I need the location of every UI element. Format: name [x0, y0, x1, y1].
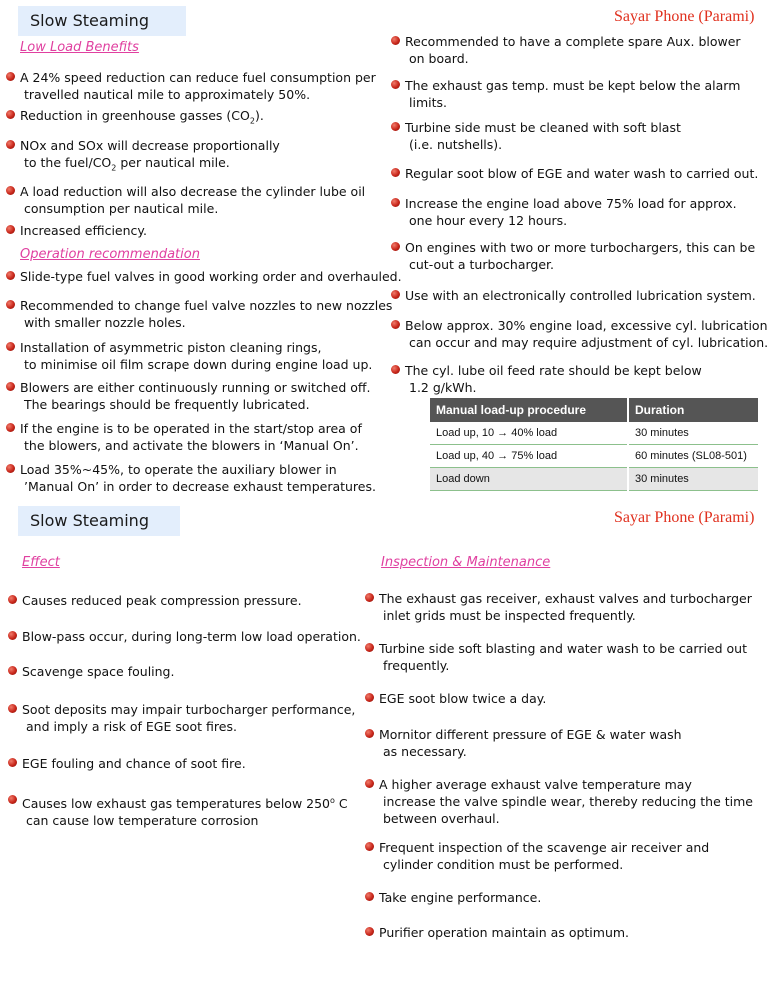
operation-recommendation-heading: Operation recommendation — [20, 247, 200, 262]
bullet-icon — [391, 365, 400, 374]
bullet-icon — [6, 382, 15, 391]
list-item — [20, 222, 147, 239]
bullet-icon — [391, 198, 400, 207]
list-item-line: one hour every 12 hours. — [409, 213, 568, 228]
bullet-icon — [365, 643, 374, 652]
list-item-line: NOx and SOx will decrease proportionally — [20, 138, 280, 153]
list-item — [405, 317, 768, 351]
bullet-icon — [6, 300, 15, 309]
table-row — [430, 468, 759, 491]
list-item-line: Scavenge space fouling. — [22, 664, 175, 679]
list-item-line: Increased efficiency. — [20, 223, 148, 238]
bullet-icon — [6, 271, 15, 280]
list-item-line: If the engine is to be operated in the start/stop area of — [20, 421, 362, 436]
bottom-title-text: Slow Steaming — [30, 511, 149, 530]
list-item-line: Blowers are either continuously running or switched off. — [20, 380, 371, 395]
bullet-icon — [391, 80, 400, 89]
list-item-line: 1.2 g/kWh. — [409, 380, 477, 395]
list-item-line: Increase the engine load above 75% load for approx. — [405, 196, 737, 211]
list-item-line: as necessary. — [383, 744, 467, 759]
table-cell: 30 minutes — [628, 468, 759, 491]
bullet-icon — [6, 342, 15, 351]
bullet-icon — [8, 595, 17, 604]
table-cell: Load up, 40 → 75% load — [430, 445, 628, 468]
list-item-line: A higher average exhaust valve temperature may — [379, 777, 692, 792]
bullet-icon — [8, 704, 17, 713]
list-item — [405, 119, 681, 153]
list-item-line: on board. — [409, 51, 469, 66]
list-item-line: Regular soot blow of EGE and water wash to carried out. — [405, 166, 759, 181]
list-item — [20, 339, 372, 373]
list-item-line: can cause low temperature corrosion — [26, 813, 259, 829]
bullet-icon — [6, 464, 15, 473]
list-item — [379, 726, 682, 760]
list-item-line: the blowers, and activate the blowers in ‘Manual On’. — [24, 438, 359, 453]
list-item — [405, 239, 755, 273]
list-item-line: On engines with two or more turbochargers, this can be — [405, 240, 756, 255]
table-header-duration: Duration — [628, 398, 759, 422]
top-author: Sayar Phone (Parami) — [614, 8, 755, 25]
bullet-icon — [6, 72, 15, 81]
bullet-icon — [365, 892, 374, 901]
list-item-line: travelled nautical mile to approximately 50%. — [24, 87, 311, 102]
list-item-line: Mornitor different pressure of EGE & water wash — [379, 727, 682, 742]
list-item-line: Recommended to have a complete spare Aux. blower — [405, 34, 741, 49]
list-item-line: cut-out a turbocharger. — [409, 257, 555, 272]
bullet-icon — [391, 242, 400, 251]
list-item — [22, 701, 355, 735]
effect-heading: Effect — [22, 555, 60, 570]
bullet-icon — [365, 779, 374, 788]
bullet-icon — [365, 593, 374, 602]
bullet-icon — [8, 631, 17, 640]
list-item-line: Reduction in greenhouse gasses $(CO_2)$. — [20, 108, 264, 126]
list-item — [22, 592, 302, 609]
inspection-maintenance-heading: Inspection & Maintenance — [381, 555, 551, 570]
table-header-procedure: Manual load-up procedure — [430, 398, 628, 422]
bullet-icon — [391, 290, 400, 299]
list-item — [20, 107, 264, 130]
list-item-line: Recommended to change fuel valve nozzles to new nozzles — [20, 298, 393, 313]
list-item — [20, 137, 280, 177]
list-item-line: The exhaust gas receiver, exhaust valves and turbocharger — [379, 591, 752, 606]
bullet-icon — [8, 666, 17, 675]
list-item — [379, 640, 747, 674]
list-item — [379, 590, 752, 624]
list-item — [379, 924, 629, 941]
list-item — [20, 297, 392, 331]
bullet-icon — [8, 795, 17, 804]
bullet-icon — [365, 927, 374, 936]
list-item-line: Frequent inspection of the scavenge air receiver and — [379, 840, 710, 855]
bullet-icon — [6, 110, 15, 119]
bottom-slide-title — [18, 506, 180, 536]
table-row — [430, 445, 759, 468]
list-item-line: cylinder condition must be performed. — [383, 857, 624, 872]
list-item-line: to the fuel/$CO_2$ per nautical mile. — [24, 155, 230, 173]
table-header-row — [430, 398, 759, 422]
bullet-icon — [391, 168, 400, 177]
list-item-line: Below approx. 30% engine load, excessive cyl. lubrication — [405, 318, 768, 333]
list-item-line: consumption per nautical mile. — [24, 201, 219, 216]
bullet-icon — [391, 320, 400, 329]
bullet-icon — [365, 729, 374, 738]
list-item-line: EGE soot blow twice a day. — [379, 691, 547, 706]
table-cell: Load down — [430, 468, 628, 491]
bullet-icon — [365, 842, 374, 851]
list-item — [405, 77, 740, 111]
list-item — [20, 69, 376, 103]
list-item-line: Load 35%~45%, to operate the auxiliary blower in — [20, 462, 337, 477]
list-item — [20, 183, 365, 217]
bottom-author: Sayar Phone (Parami) — [614, 509, 755, 526]
table-cell: Load up, 10 → 40% load — [430, 422, 628, 445]
list-item-line: increase the valve spindle wear, thereby reducing the time — [383, 794, 754, 809]
list-item — [379, 839, 709, 873]
list-item — [22, 663, 174, 680]
list-item-line: The cyl. lube oil feed rate should be kept below — [405, 363, 702, 378]
list-item — [379, 889, 541, 906]
table-cell: 30 minutes — [628, 422, 759, 445]
bullet-icon — [6, 140, 15, 149]
list-item — [20, 461, 376, 495]
manual-load-up-table — [430, 398, 760, 491]
list-item — [20, 420, 362, 454]
list-item-line: A 24% speed reduction can reduce fuel consumption per — [20, 70, 376, 85]
list-item-line: (i.e. nutshells). — [409, 137, 503, 152]
bullet-icon — [365, 693, 374, 702]
list-item — [20, 268, 402, 285]
list-item-line: ’Manual On’ in order to decrease exhaust temperatures. — [24, 479, 376, 494]
list-item-line: The bearings should be frequently lubricated. — [24, 397, 310, 412]
list-item-line: Take engine performance. — [379, 890, 542, 905]
list-item-line: Installation of asymmetric piston cleaning rings, — [20, 340, 322, 355]
list-item — [22, 628, 361, 645]
low-load-benefits-heading: Low Load Benefits — [20, 40, 139, 55]
top-title-text: Slow Steaming — [30, 11, 149, 30]
list-item — [22, 792, 348, 829]
bullet-icon — [6, 225, 15, 234]
list-item-line: between overhaul. — [383, 811, 500, 826]
list-item — [405, 287, 756, 304]
list-item-line: Turbine side must be cleaned with soft blast — [405, 120, 681, 135]
list-item-line: Purifier operation maintain as optimum. — [379, 925, 630, 940]
table-cell: 60 minutes (SL08-501) — [628, 445, 759, 468]
list-item-line: Causes reduced peak compression pressure. — [22, 593, 302, 608]
list-item-line: A load reduction will also decrease the cylinder lube oil — [20, 184, 366, 199]
list-item — [405, 195, 737, 229]
table-row — [430, 422, 759, 445]
list-item — [405, 362, 702, 396]
list-item — [379, 690, 546, 707]
list-item-line: frequently. — [383, 658, 450, 673]
list-item-line: Use with an electronically controlled lubrication system. — [405, 288, 756, 303]
list-item-line: The exhaust gas temp. must be kept below the alarm — [405, 78, 741, 93]
list-item-line: and imply a risk of EGE soot fires. — [26, 719, 237, 734]
list-item-line: Turbine side soft blasting and water wash to be carried out — [379, 641, 747, 656]
list-item — [405, 165, 758, 182]
list-item-line: to minimise oil film scrape down during engine load up. — [24, 357, 373, 372]
bullet-icon — [6, 423, 15, 432]
list-item — [405, 33, 741, 67]
list-item — [22, 755, 246, 772]
bullet-icon — [6, 186, 15, 195]
list-item-line: can occur and may require adjustment of cyl. lubrication. — [409, 335, 768, 350]
bullet-icon — [391, 122, 400, 131]
bullet-icon — [8, 758, 17, 767]
list-item-line: limits. — [409, 95, 447, 110]
top-slide-title — [18, 6, 186, 36]
list-item-line: Soot deposits may impair turbocharger performance, — [22, 702, 356, 717]
list-item-line: Causes low exhaust gas temperatures below 250$^o$ C — [22, 796, 348, 812]
list-item-line: Slide-type fuel valves in good working order and overhauled. — [20, 269, 402, 284]
list-item — [379, 776, 753, 827]
list-item-line: Blow-pass occur, during long-term low load operation. — [22, 629, 361, 644]
bullet-icon — [391, 36, 400, 45]
list-item-line: inlet grids must be inspected frequently. — [383, 608, 636, 623]
list-item-line: with smaller nozzle holes. — [24, 315, 186, 330]
list-item — [20, 379, 371, 413]
list-item-line: EGE fouling and chance of soot fire. — [22, 756, 246, 771]
